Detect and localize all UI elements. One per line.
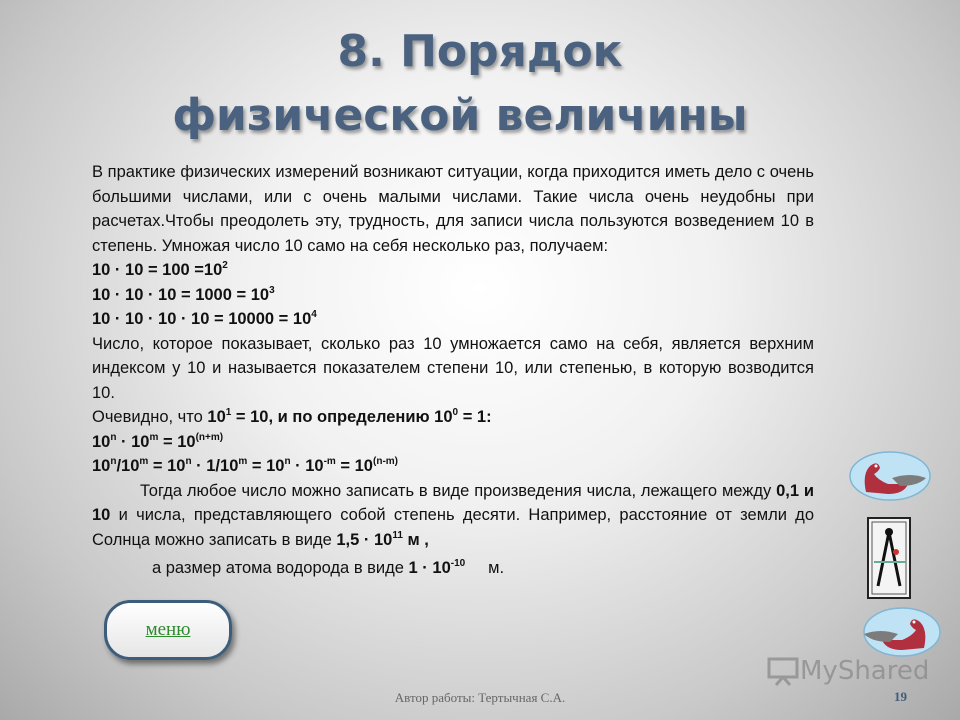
home-compass-icon[interactable] xyxy=(866,516,912,600)
rule2-a: 10 xyxy=(92,457,111,475)
rule2-f: · 10 xyxy=(290,457,324,475)
rule2-c: = 10 xyxy=(148,457,186,475)
watermark-text: MyShared xyxy=(800,656,930,686)
eq2-exponent: 3 xyxy=(269,284,275,296)
page-number: 19 xyxy=(894,689,907,704)
rule-divide xyxy=(92,454,814,479)
equation-2 xyxy=(92,283,814,308)
rule2-e-exp: n xyxy=(284,456,291,467)
rule2-e: = 10 xyxy=(247,457,285,475)
rule2-b: /10 xyxy=(116,457,140,475)
example-paragraph xyxy=(92,479,814,553)
definition-prefix: Очевидно, что xyxy=(92,408,208,426)
atom-value: 1 · 10 xyxy=(408,559,451,577)
rule2-c-exp: n xyxy=(185,456,192,467)
rule2-g: = 10 xyxy=(335,457,373,475)
example-sun-unit: м , xyxy=(402,530,429,549)
rule2-f-exp: -m xyxy=(323,456,336,467)
example-a: Тогда любое число можно записать в виде произведения числа, лежащего между xyxy=(140,481,777,500)
rule1-b-exp: m xyxy=(149,431,159,443)
rule-multiply xyxy=(92,430,814,455)
next-slide-lamp-icon[interactable] xyxy=(862,606,942,658)
body-text xyxy=(92,160,814,581)
atom-size-line xyxy=(92,556,814,581)
rule2-d: · 1/10 xyxy=(191,457,239,475)
intro-paragraph: В практике физических измерений возникают ситуации, когда приходится иметь дело с очень большими числами, или с очень малыми числами. Такие числа очень неудобны при расчетах.Чтобы преодолеть эту, трудность, для записи числа пользуются возведением 10 в степень. Умножая число 10 само на себя несколько раз, получаем: xyxy=(92,163,814,255)
definition-line xyxy=(92,405,814,430)
title-line-1: 8. Порядок xyxy=(337,26,623,77)
atom-unit: м. xyxy=(465,559,505,577)
definition-c: = 1: xyxy=(458,408,492,426)
rule2-g-exp: (n-m) xyxy=(373,456,398,467)
atom-a: а размер атома водорода в виде xyxy=(152,559,409,577)
exponent-paragraph: Число, которое показывает, сколько раз 10 умножается само на себя, является верхним индексом у 10 и называется показателем степени 10, или степенью, в которую возводится 10. xyxy=(92,334,814,402)
title-line-2: физической величины xyxy=(172,90,748,141)
equation-1 xyxy=(92,258,814,283)
definition-a-exp: 1 xyxy=(225,407,232,418)
rule1-c-exp: (n+m) xyxy=(195,431,224,443)
rule2-a-exp: n xyxy=(110,456,117,467)
eq1-exponent: 2 xyxy=(222,260,228,271)
equation-3 xyxy=(92,307,814,332)
example-sun-exp: 11 xyxy=(392,529,403,541)
definition-b-exp: 0 xyxy=(452,407,459,418)
menu-button[interactable] xyxy=(104,600,232,660)
eq1-text: 10 · 10 = 100 =10 xyxy=(92,261,223,279)
eq3-text: 10 · 10 · 10 · 10 = 10000 = 10 xyxy=(92,310,312,328)
rule1-a-exp: n xyxy=(110,431,117,443)
prev-slide-lamp-icon[interactable] xyxy=(848,450,932,502)
rule1-b: · 10 xyxy=(116,432,150,451)
rule1-c: = 10 xyxy=(158,432,196,451)
rule2-b-exp: m xyxy=(139,456,149,467)
footer-author: Автор работы: Тертычная С.А. xyxy=(394,690,566,705)
eq3-exponent: 4 xyxy=(311,309,317,320)
eq2-text: 10 · 10 · 10 = 1000 = 10 xyxy=(92,285,270,304)
definition-b: = 10, и по определению 10 xyxy=(231,408,453,426)
example-range: 0,1 и 10 xyxy=(92,481,814,524)
definition-a: 10 xyxy=(207,408,226,426)
example-c: и числа, представляющего собой степень десяти. Например, расстояние от земли до Солнца можно записать в виде xyxy=(92,506,814,549)
example-sun-distance: 1,5 · 10 xyxy=(336,530,393,549)
rule1-a: 10 xyxy=(92,432,111,451)
watermark xyxy=(766,656,929,686)
presentation-board-icon xyxy=(766,656,800,686)
menu-button-label: меню xyxy=(145,619,191,640)
atom-exp: -10 xyxy=(450,558,466,569)
rule2-d-exp: m xyxy=(238,456,248,467)
